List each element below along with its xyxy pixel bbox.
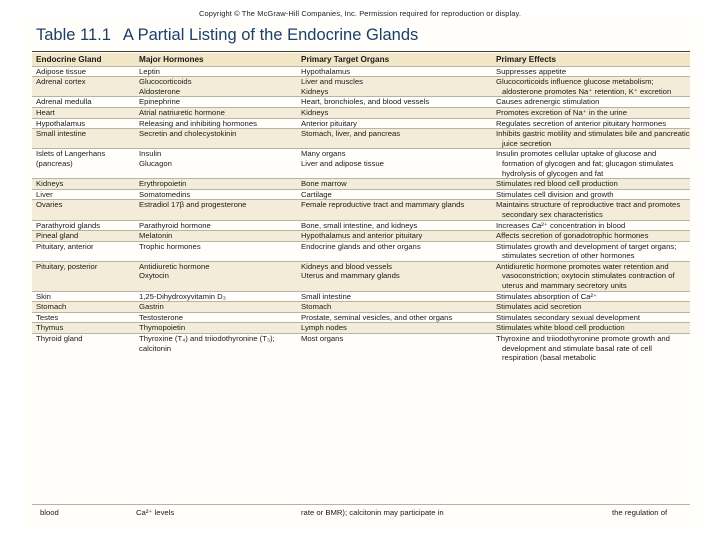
table-header bbox=[32, 53, 690, 66]
cell-effects: Stimulates secondary sexual development bbox=[496, 312, 641, 322]
cell-targets: Prostate, seminal vesicles, and other organs bbox=[301, 312, 453, 322]
cell-effects: Stimulates cell division and growth bbox=[496, 189, 614, 199]
cell-targets: Lymph nodes bbox=[301, 323, 347, 333]
cell-effects: Suppresses appetite bbox=[496, 66, 567, 76]
cell-targets: Stomach, liver, and pancreas bbox=[301, 129, 401, 139]
fragment-bmr: rate or BMR); calcitonin may participate in bbox=[301, 508, 444, 517]
cell-hormones: Erythropoietin bbox=[139, 179, 187, 189]
cell-gland: Adrenal cortex bbox=[36, 77, 86, 87]
cell-hormones: 1,25-Dihydroxyvitamin D₃ bbox=[139, 291, 226, 301]
cell-effects: Affects secretion of gonadotrophic hormones bbox=[496, 231, 649, 241]
fragment-ca-levels: Ca²⁺ levels bbox=[136, 508, 175, 517]
table-title bbox=[36, 26, 418, 45]
cell-targets: Cartilage bbox=[301, 189, 332, 199]
cell-targets: Heart, bronchioles, and blood vessels bbox=[301, 97, 430, 107]
cell-hormones: Releasing and inhibiting hormones bbox=[139, 118, 257, 128]
cell-hormones: Thyroxine (T₄) and triiodothyronine (T₃); calcitonin bbox=[139, 334, 275, 353]
cell-hormones: Thymopoietin bbox=[139, 323, 186, 333]
cell-gland: Pituitary, posterior bbox=[36, 261, 98, 271]
cell-hormones: Glucocorticoids Aldosterone bbox=[139, 77, 192, 96]
cell-gland: Thymus bbox=[36, 323, 64, 333]
cell-targets: Hypothalamus bbox=[301, 66, 351, 76]
table-row bbox=[32, 96, 690, 107]
table-row bbox=[32, 199, 690, 219]
cell-hormones: Epinephrine bbox=[139, 97, 181, 107]
cell-hormones: Secretin and cholecystokinin bbox=[139, 129, 237, 139]
cell-effects: Glucocorticoids influence glucose metabolism; aldosterone promotes Na⁺ retention, K⁺ excretion bbox=[496, 77, 672, 96]
cell-effects: Stimulates growth and development of target organs; stimulates secretion of other hormones bbox=[496, 241, 677, 261]
table-row bbox=[32, 118, 690, 129]
column-header-hormones: Major Hormones bbox=[139, 55, 204, 64]
cell-gland: Islets of Langerhans (pancreas) bbox=[36, 149, 106, 168]
cell-effects: Increases Ca²⁺ concentration in blood bbox=[496, 220, 626, 230]
table-body bbox=[32, 66, 690, 363]
cell-hormones: Melatonin bbox=[139, 231, 173, 241]
table-row bbox=[32, 189, 690, 200]
cell-effects: Stimulates acid secretion bbox=[496, 302, 582, 312]
cell-effects: Stimulates absorption of Ca²⁺ bbox=[496, 291, 598, 301]
cell-targets: Kidneys bbox=[301, 107, 329, 117]
table-row bbox=[32, 220, 690, 231]
table-row bbox=[32, 333, 690, 363]
cell-gland: Adrenal medulla bbox=[36, 97, 92, 107]
cell-hormones: Gastrin bbox=[139, 302, 164, 312]
cell-effects: Promotes excretion of Na⁺ in the urine bbox=[496, 107, 627, 117]
cell-targets: Anterior pituitary bbox=[301, 118, 357, 128]
fragment-regulation: the regulation of bbox=[612, 508, 668, 517]
cell-targets: Bone marrow bbox=[301, 179, 347, 189]
cell-effects: Insulin promotes cellular uptake of glucose and formation of glycogen and fat; glucagon stimulates hydrolysis of glycogen and fat bbox=[496, 149, 674, 178]
table-row bbox=[32, 291, 690, 302]
cell-hormones: Trophic hormones bbox=[139, 241, 201, 251]
cell-effects: Maintains structure of reproductive tract and promotes secondary sex characteristics bbox=[496, 200, 681, 219]
cell-gland: Hypothalamus bbox=[36, 118, 86, 128]
table-page bbox=[24, 18, 700, 528]
cell-effects: Stimulates white blood cell production bbox=[496, 323, 625, 333]
fragment-blood: blood bbox=[40, 508, 59, 517]
cell-gland: Kidneys bbox=[36, 179, 64, 189]
table-row bbox=[32, 76, 690, 96]
cell-effects: Inhibits gastric motility and stimulates bile and pancreatic juice secretion bbox=[496, 129, 690, 148]
table-number: Table 11.1 bbox=[36, 26, 111, 44]
cell-targets: Endocrine glands and other organs bbox=[301, 241, 421, 251]
cell-effects: Thyroxine and triiodothyronine promote growth and development and stimulate basal rate of cell respiration (basal metabolic bbox=[496, 334, 670, 363]
cell-gland: Small intestine bbox=[36, 129, 86, 139]
cell-targets: Kidneys and blood vessels Uterus and mammary glands bbox=[301, 261, 400, 281]
endocrine-table bbox=[32, 53, 690, 363]
table-row bbox=[32, 301, 690, 312]
table-row bbox=[32, 261, 690, 291]
table-row bbox=[32, 128, 690, 148]
cell-hormones: Atrial natriuretic hormone bbox=[139, 107, 225, 117]
cell-hormones: Testosterone bbox=[139, 312, 184, 322]
column-header-gland: Endocrine Gland bbox=[36, 55, 102, 64]
cell-gland: Heart bbox=[36, 107, 55, 117]
cell-gland: Adipose tissue bbox=[36, 66, 86, 76]
cell-hormones: Antidiuretic hormone Oxytocin bbox=[139, 261, 210, 281]
column-header-effects: Primary Effects bbox=[496, 55, 557, 64]
top-rule bbox=[32, 51, 690, 52]
cell-gland: Pituitary, anterior bbox=[36, 241, 94, 251]
table-row bbox=[32, 312, 690, 323]
cell-targets: Bone, small intestine, and kidneys bbox=[301, 220, 418, 230]
bottom-rule bbox=[32, 504, 690, 505]
table-row bbox=[32, 322, 690, 333]
cell-hormones: Leptin bbox=[139, 66, 160, 76]
cell-gland: Liver bbox=[36, 189, 53, 199]
cell-targets: Liver and muscles Kidneys bbox=[301, 77, 363, 96]
cell-gland: Skin bbox=[36, 291, 51, 301]
cell-targets: Hypothalamus and anterior pituitary bbox=[301, 231, 423, 241]
column-header-targets: Primary Target Organs bbox=[301, 55, 390, 64]
cell-gland: Pineal gland bbox=[36, 231, 79, 241]
cell-hormones: Estradiol 17β and progesterone bbox=[139, 200, 247, 210]
cell-effects: Antidiuretic hormone promotes water retention and vasoconstriction; oxytocin stimulates contraction of uterus and mammary secretory units bbox=[496, 261, 675, 291]
cell-targets: Many organs Liver and adipose tissue bbox=[301, 149, 384, 168]
table-title-text: A Partial Listing of the Endocrine Glands bbox=[122, 26, 419, 44]
table-row bbox=[32, 107, 690, 118]
table-row bbox=[32, 66, 690, 77]
copyright-notice: Copyright © The McGraw-Hill Companies, Inc. Permission required for reproduction or display. bbox=[198, 9, 522, 18]
table-row bbox=[32, 241, 690, 261]
cell-targets: Stomach bbox=[301, 302, 332, 312]
cell-effects: Regulates secretion of anterior pituitary hormones bbox=[496, 118, 667, 128]
cell-targets: Most organs bbox=[301, 334, 344, 344]
cell-gland: Testes bbox=[36, 312, 59, 322]
table-row bbox=[32, 178, 690, 189]
cell-gland: Ovaries bbox=[36, 200, 63, 210]
table-row bbox=[32, 148, 690, 178]
cell-hormones: Somatomedins bbox=[139, 189, 191, 199]
cell-hormones: Parathyroid hormone bbox=[139, 220, 211, 230]
cell-gland: Parathyroid glands bbox=[36, 220, 101, 230]
cell-effects: Stimulates red blood cell production bbox=[496, 179, 618, 189]
cell-targets: Small intestine bbox=[301, 291, 351, 301]
cell-hormones: Insulin Glucagon bbox=[139, 149, 172, 168]
cell-gland: Thyroid gland bbox=[36, 334, 83, 344]
table-row bbox=[32, 230, 690, 241]
cell-targets: Female reproductive tract and mammary glands bbox=[301, 200, 465, 210]
cell-gland: Stomach bbox=[36, 302, 67, 312]
cell-effects: Causes adrenergic stimulation bbox=[496, 97, 600, 107]
